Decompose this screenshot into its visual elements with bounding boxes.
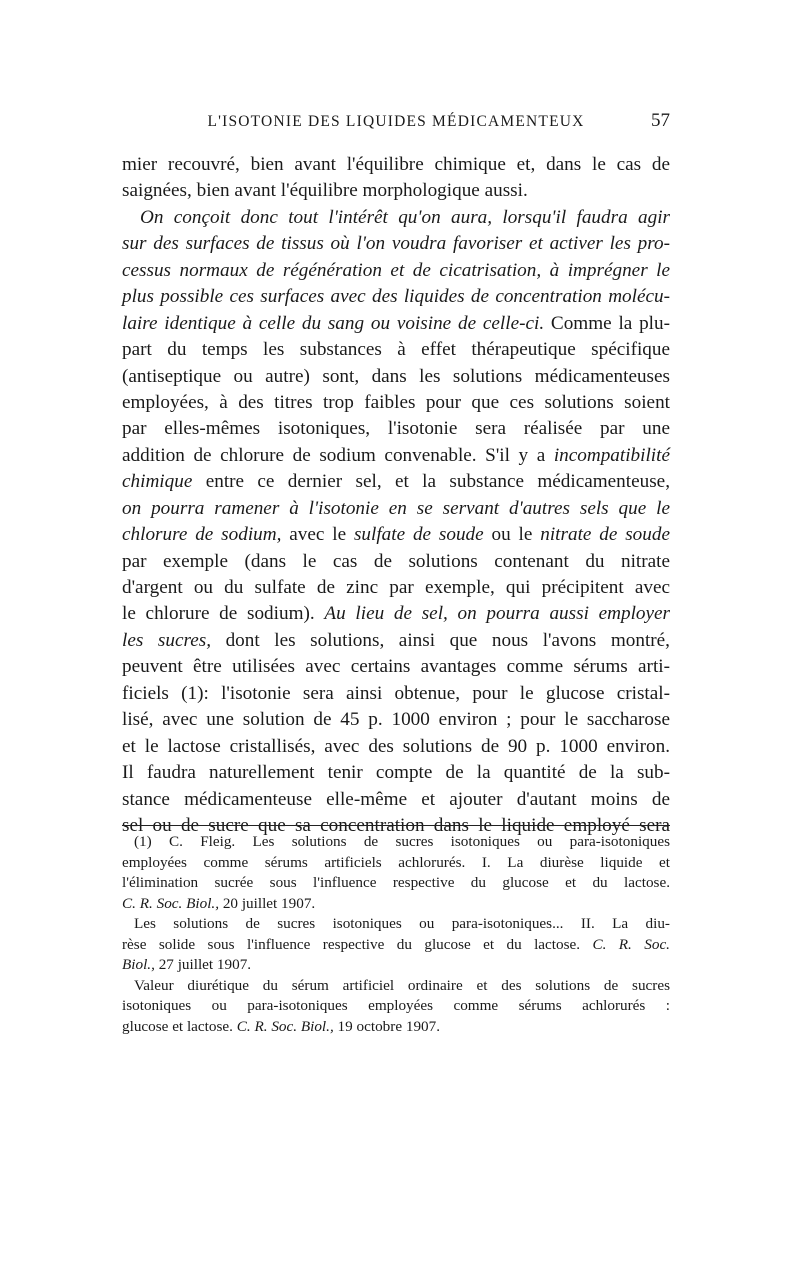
text-line: peuvent être utilisées avec certains avantages comme sérums arti- (122, 656, 670, 678)
text-run: Comme la plu- (544, 312, 670, 334)
footnote-line: isotoniques ou para-isotoniques employées comme sérums achlorurés : (122, 997, 670, 1014)
text-run: glucose et lactose. (122, 1017, 237, 1035)
italic-text: Au lieu de sel, on pourra aussi employer (324, 603, 670, 625)
text-run: 27 juillet 1907. (154, 956, 252, 973)
text-run: entre ce dernier sel, et la substance médicamenteuse, (192, 471, 670, 493)
italic-text: C. R. Soc. Biol., (236, 1017, 334, 1035)
text-line: part du temps les substances à effet thérapeutique spécifique (122, 339, 670, 361)
italic-text: sulfate de soude (353, 524, 484, 546)
footnote-line (122, 935, 670, 956)
italic-text: C. R. Soc. (592, 935, 670, 953)
footnote-line: employées comme sérums artificiels achlorurés. I. La diurèse liquide et (122, 853, 670, 871)
text-run: avec le (281, 524, 354, 546)
footnote-line: (1) C. Fleig. Les solutions de sucres isotoniques ou para-isotoniques (134, 833, 670, 850)
text-line (122, 628, 670, 654)
footnote-line: Les solutions de sucres isotoniques ou para-isotoniques... II. La diu- (134, 915, 670, 932)
italic-text: sur des surfaces de tissus où l'on voudra favoriser et activer les pro- (122, 233, 670, 255)
running-title: L'ISOTONIE DES LIQUIDES MÉDICAMENTEUX (207, 113, 585, 130)
text-run: addition de chlorure de sodium convenable. S'il y a (122, 444, 554, 466)
main-text (122, 152, 670, 839)
text-run: 20 juillet 1907. (219, 894, 316, 912)
page-header (122, 110, 670, 137)
text-line: ficiels (1): l'isotonie sera ainsi obtenue, pour le glucose cristal- (122, 682, 670, 704)
footnote-line (122, 1017, 670, 1038)
text-line (122, 231, 670, 257)
text-line: d'argent ou du sulfate de zinc par exemple, qui précipitent avec (122, 577, 670, 598)
italic-text: chlorure de sodium, (122, 524, 282, 546)
text-line: par exemple (dans le cas de solutions contenant du nitrate (122, 550, 670, 572)
text-run: rèse solide sous l'influence respective du glucose et du lactose. (122, 935, 593, 953)
text-line: saignées, bien avant l'équilibre morphologique aussi. (122, 180, 528, 202)
text-line (122, 258, 670, 284)
text-line: employées, à des titres trop faibles pour que ces solutions soient (122, 391, 670, 413)
text-line (122, 496, 670, 522)
italic-text: nitrate de soude (540, 524, 670, 546)
text-line (122, 205, 670, 231)
text-line: Il faudra naturellement tenir compte de la quantité de la sub- (122, 762, 670, 784)
text-run: 19 octobre 1907. (333, 1017, 441, 1035)
text-run: dont les solutions, ainsi que nous l'avons montré, (211, 629, 670, 651)
italic-text: plus possible ces surfaces avec des liquides de concentration molécu- (122, 286, 670, 308)
text-line: par elles-mêmes isotoniques, l'isotonie sera réalisée par une (122, 418, 670, 440)
footnote-line (122, 894, 670, 915)
italic-text: les sucres, (122, 629, 211, 651)
text-line (122, 311, 670, 337)
footnote-line (122, 955, 670, 976)
italic-text: cessus normaux de régénération et de cicatrisation, à imprégner le (122, 259, 670, 281)
text-line (122, 469, 670, 495)
italic-text: incompatibilité (553, 444, 670, 466)
text-line: et le lactose cristallisés, avec des solutions de 90 p. 1000 environ. (122, 735, 670, 757)
italic-text: on pourra ramener à l'isotonie en se servant d'autres sels que le (122, 497, 670, 519)
text-run: ou le (483, 524, 541, 546)
footnotes (122, 832, 670, 1037)
text-line (122, 443, 670, 469)
text-line (122, 284, 670, 310)
italic-text: laire identique à celle du sang ou voisine de celle-ci. (122, 312, 545, 334)
page-number: 57 (651, 110, 670, 131)
text-run: le chlorure de sodium). (122, 603, 325, 625)
italic-text: Biol., (122, 956, 155, 973)
italic-text: On conçoit donc tout l'intérêt qu'on aura, lorsqu'il faudra agir (140, 206, 670, 228)
text-line: lisé, avec une solution de 45 p. 1000 environ ; pour le saccharose (122, 709, 670, 731)
footnote-divider (122, 825, 670, 826)
footnote-line: Valeur diurétique du sérum artificiel ordinaire et des solutions de sucres (134, 976, 670, 994)
italic-text: chimique (122, 471, 193, 493)
text-line: stance médicamenteuse elle-même et ajouter d'autant moins de (122, 788, 670, 810)
footnote-line: l'élimination sucrée sous l'influence respective du glucose et du lactose. (122, 874, 670, 891)
italic-text: C. R. Soc. Biol., (122, 894, 220, 912)
text-line (122, 522, 670, 548)
text-line: mier recouvré, bien avant l'équilibre chimique et, dans le cas de (122, 154, 670, 175)
text-line (122, 601, 670, 627)
text-line: sel ou de sucre que sa concentration dans le liquide employé sera (122, 814, 670, 836)
text-line: (antiseptique ou autre) sont, dans les solutions médicamenteuses (122, 365, 670, 387)
